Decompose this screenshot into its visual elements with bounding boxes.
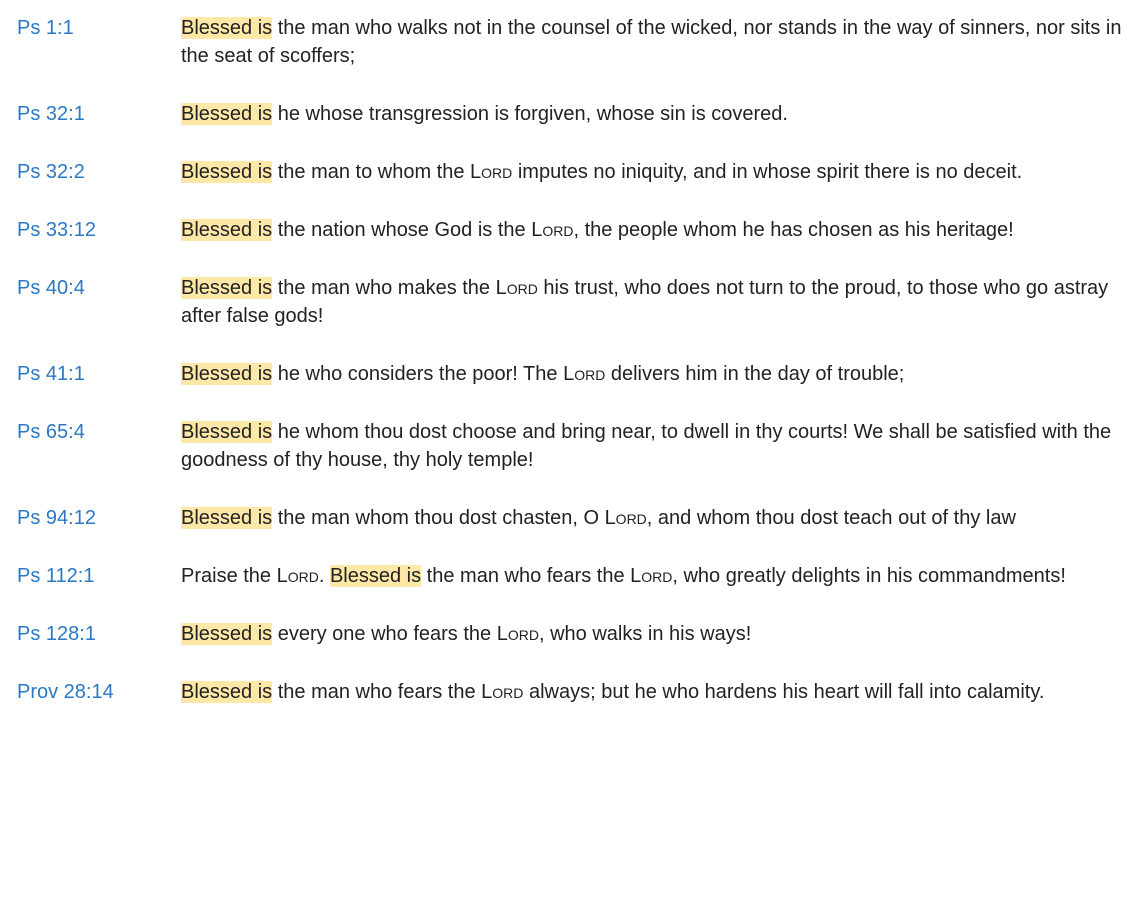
verse-text (181, 216, 1125, 244)
verse-text-segment: the man whom thou dost chasten, O (272, 507, 605, 529)
search-match-highlight: Blessed is (181, 363, 273, 385)
verse-text (181, 14, 1125, 70)
verse-text-segment: the man who walks not in the counsel of the wicked, nor stands in the way of sinners, nor sits in the seat of scoffers; (181, 17, 1122, 67)
verse-text-segment: the nation whose God is the (272, 219, 532, 241)
result-row (0, 158, 1136, 186)
search-match-highlight: Blessed is (181, 17, 273, 39)
result-row (0, 360, 1136, 388)
verse-text (181, 562, 1125, 590)
verse-text-segment: imputes no iniquity, and in whose spirit there is no deceit. (512, 161, 1023, 183)
verse-text-segment: every one who fears the (272, 623, 497, 645)
result-row (0, 620, 1136, 648)
result-row (0, 100, 1136, 128)
result-row (0, 216, 1136, 244)
verse-text-segment: he whom thou dost choose and bring near, to dwell in thy courts! We shall be satisfied with the goodness of thy house, thy holy temple! (181, 421, 1112, 471)
verse-text-segment: , who greatly delights in his commandments! (672, 565, 1066, 587)
search-match-highlight: Blessed is (181, 623, 273, 645)
verse-reference-link[interactable]: Ps 1:1 (17, 17, 74, 39)
divine-name-small-caps: Lord (496, 623, 539, 645)
verse-reference-link[interactable]: Ps 32:2 (17, 161, 85, 183)
verse-text (181, 158, 1125, 186)
verse-text-segment: , who walks in his ways! (538, 623, 752, 645)
verse-text-segment: he whose transgression is forgiven, whose sin is covered. (272, 103, 788, 125)
search-match-highlight: Blessed is (329, 565, 422, 587)
divine-name-small-caps: Lord (563, 363, 606, 385)
result-row (0, 504, 1136, 532)
divine-name-small-caps: Lord (531, 219, 574, 241)
search-match-highlight: Blessed is (181, 161, 273, 183)
verse-text-segment: , the people whom he has chosen as his heritage! (573, 219, 1014, 241)
verse-reference-link[interactable]: Ps 40:4 (17, 277, 85, 299)
verse-text-segment: the man who fears the (272, 681, 482, 703)
verse-text-segment: the man to whom the (272, 161, 471, 183)
verse-reference-link[interactable]: Ps 128:1 (17, 623, 96, 645)
verse-text-segment: he who considers the poor! The (272, 363, 564, 385)
verse-reference-link[interactable]: Ps 65:4 (17, 421, 85, 443)
result-row (0, 562, 1136, 590)
verse-text (181, 678, 1125, 706)
verse-reference-link[interactable]: Ps 32:1 (17, 103, 85, 125)
verse-text-segment: delivers him in the day of trouble; (605, 363, 905, 385)
verse-reference-link[interactable]: Ps 33:12 (17, 219, 96, 241)
verse-text (181, 504, 1125, 532)
divine-name-small-caps: Lord (470, 161, 513, 183)
verse-text (181, 620, 1125, 648)
search-match-highlight: Blessed is (181, 421, 273, 443)
search-match-highlight: Blessed is (181, 681, 273, 703)
verse-reference-link[interactable]: Ps 94:12 (17, 507, 96, 529)
search-match-highlight: Blessed is (181, 507, 273, 529)
result-row (0, 14, 1136, 70)
verse-text-segment: the man who makes the (272, 277, 496, 299)
divine-name-small-caps: Lord (630, 565, 673, 587)
verse-text (181, 274, 1125, 330)
divine-name-small-caps: Lord (604, 507, 647, 529)
verse-reference-link[interactable]: Ps 112:1 (17, 565, 95, 587)
verse-text-segment: . (318, 565, 330, 587)
result-row (0, 678, 1136, 706)
search-match-highlight: Blessed is (181, 277, 273, 299)
verse-reference-link[interactable]: Prov 28:14 (17, 681, 114, 703)
divine-name-small-caps: Lord (481, 681, 524, 703)
result-row (0, 274, 1136, 330)
verse-text-segment: his trust, who does not turn to the proud, to those who go astray after false gods! (181, 277, 1109, 327)
divine-name-small-caps: Lord (276, 565, 319, 587)
verse-text (181, 360, 1125, 388)
search-match-highlight: Blessed is (181, 103, 273, 125)
verse-text-segment: Praise the (181, 565, 277, 587)
search-match-highlight: Blessed is (181, 219, 273, 241)
result-row (0, 418, 1136, 474)
verse-reference-link[interactable]: Ps 41:1 (17, 363, 85, 385)
verse-text (181, 100, 1125, 128)
verse-text-segment: the man who fears the (421, 565, 631, 587)
divine-name-small-caps: Lord (495, 277, 538, 299)
verse-text-segment: always; but he who hardens his heart will fall into calamity. (523, 681, 1045, 703)
verse-text (181, 418, 1125, 474)
verse-text-segment: , and whom thou dost teach out of thy law (646, 507, 1016, 529)
